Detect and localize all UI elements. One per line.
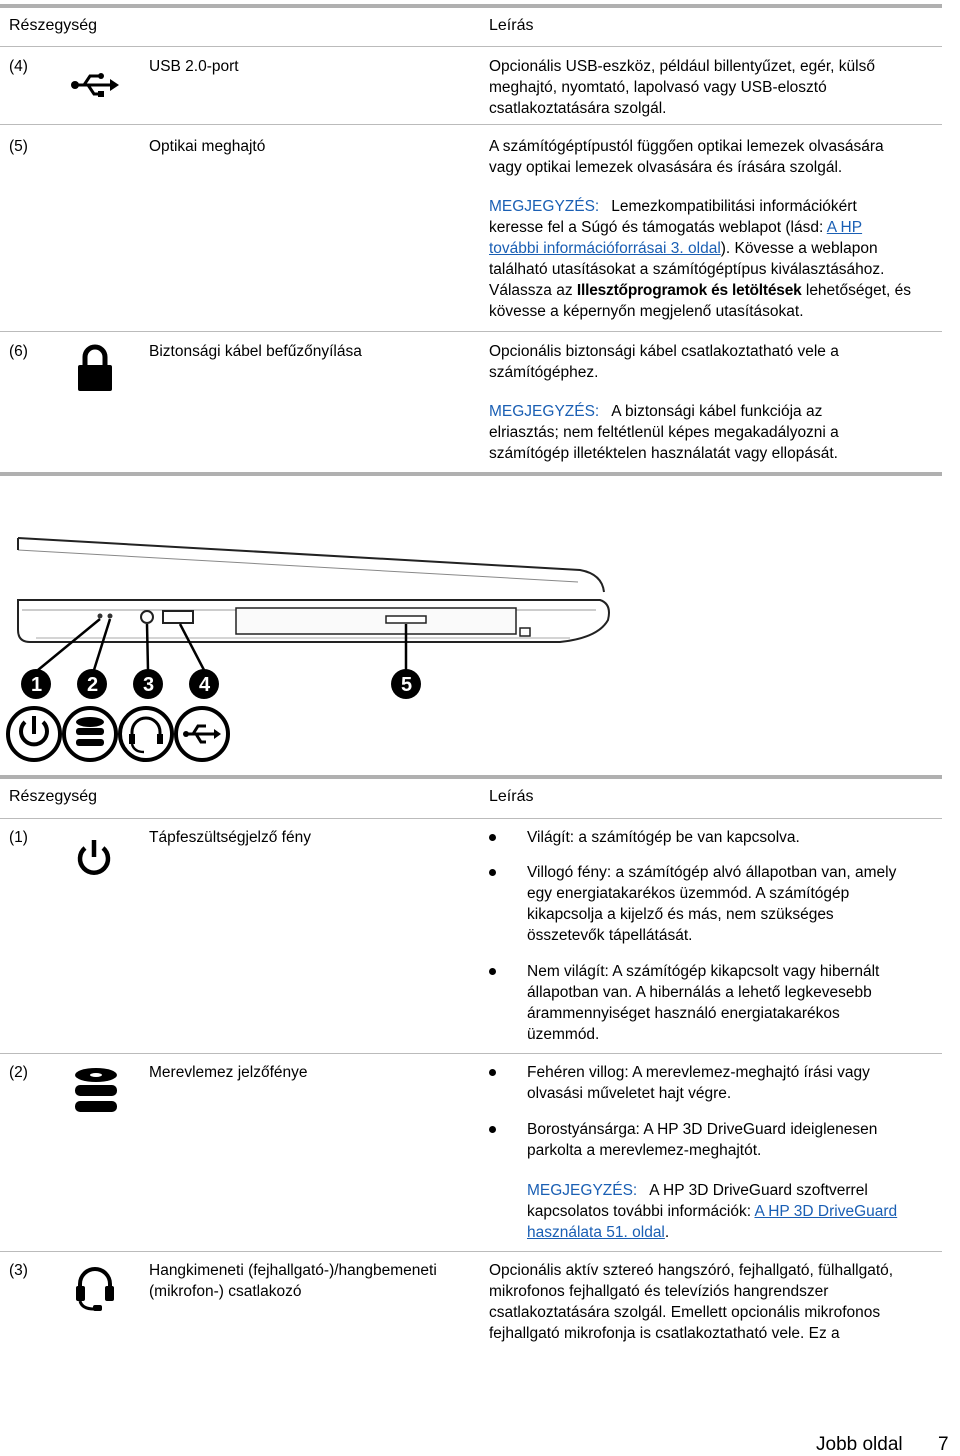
note-line: MEGJEGYZÉS: A HP 3D DriveGuard szoftverrel [527, 1182, 868, 1199]
bullet-text: Világít: a számítógép be van kapcsolva. [527, 829, 800, 846]
laptop-side-view-figure [0, 520, 960, 770]
bullet-text: parkolta a merevlemez-meghajtót. [527, 1142, 762, 1159]
usb-icon [176, 708, 228, 760]
page-number: 7 [938, 1434, 949, 1455]
bullet-text: Fehéren villog: A merevlemez-meghajtó írási vagy [527, 1064, 870, 1081]
bullet-text: Villogó fény: a számítógép alvó állapotban van, amely [527, 864, 897, 881]
bullet [489, 1126, 496, 1133]
bullet-text: egy energiatakarékos üzemmód. A számítógép [527, 885, 850, 902]
description-line: Opcionális USB-eszköz, például billentyűzet, egér, külső [489, 58, 875, 75]
description-line: fejhallgató mikrofonja is csatlakoztatható vele. Ez a [489, 1325, 840, 1342]
row-number: (3) [9, 1262, 28, 1279]
note-line: Válassza az Illesztőprogramok és letöltések lehetőséget, és [489, 282, 912, 299]
component-name: Hangkimeneti (fejhallgató-)/hangbemeneti [149, 1262, 437, 1279]
description-line: csatlakoztatására szolgál. Emellett opcionális mikrofonos [489, 1304, 881, 1321]
bullet-text: kikapcsolja a kijelző és más, nem szükséges [527, 906, 834, 923]
row-rule [0, 124, 942, 125]
description-line: vagy optikai lemezek olvasására és írására szolgál. [489, 159, 843, 176]
table-bottom-rule [0, 472, 942, 476]
eject-button [386, 616, 426, 623]
bullet-text: olvasási műveletet hajt végre. [527, 1085, 732, 1102]
bullet [489, 869, 496, 876]
audio-jack [141, 611, 153, 623]
hard-drive-icon [64, 708, 116, 760]
row-number: (2) [9, 1064, 28, 1081]
component-name: Tápfeszültségjelző fény [149, 829, 311, 846]
description-line: csatlakoztatására szolgál. [489, 100, 667, 117]
bullet [489, 1069, 496, 1076]
note-line: kapcsolatos további információk: A HP 3D DriveGuard [527, 1203, 898, 1220]
callout-number: 5 [401, 674, 413, 696]
row-number: (6) [9, 343, 28, 360]
component-name: Merevlemez jelzőfénye [149, 1064, 308, 1081]
description-line: Opcionális biztonsági kábel csatlakoztatható vele a [489, 343, 839, 360]
footer-section-title: Jobb oldal [816, 1434, 903, 1455]
description-line: számítógéphez. [489, 364, 599, 381]
row-number: (1) [9, 829, 28, 846]
bullet-text: üzemmód. [527, 1026, 600, 1043]
note-line: használata 51. oldal. [527, 1224, 670, 1241]
component-name: Optikai meghajtó [149, 138, 266, 155]
description-line: Opcionális aktív sztereó hangszóró, fejhallgató, fülhallgató, [489, 1262, 894, 1279]
description-line: A számítógéptípustól függően optikai lemezek olvasására [489, 138, 884, 155]
power-icon [76, 838, 112, 876]
headset-icon [74, 1264, 116, 1312]
note-line: keresse fel a Súgó és támogatás weblapot (lásd: A HP [489, 219, 863, 236]
callout-number: 3 [143, 674, 155, 696]
link-driveguard[interactable]: A HP 3D DriveGuard [754, 1203, 898, 1220]
note-line: további információforrásai 3. oldal). Kövesse a weblapon [489, 240, 878, 257]
note-line: található utasításokat a számítógéptípus kiválasztásához. [489, 261, 885, 278]
bullet-text: Nem világít: A számítógép kikapcsolt vagy hibernált [527, 963, 880, 980]
power-light [98, 614, 103, 619]
header-rule [0, 46, 942, 47]
callout-number: 2 [87, 674, 99, 696]
bold-menu-option: Illesztőprogramok és letöltések [576, 282, 802, 299]
laptop-lid-outline [18, 538, 604, 592]
component-name: Biztonsági kábel befűzőnyílása [149, 343, 362, 360]
note-line: MEGJEGYZÉS: Lemezkompatibilitási információkért [489, 198, 857, 215]
bullet-text: árammennyiséget használó energiatakarékos [527, 1005, 840, 1022]
column-header-component: Részegység [9, 788, 98, 805]
link-hp-resources-page[interactable]: további információforrásai 3. oldal [489, 240, 721, 257]
note-label: MEGJEGYZÉS: [527, 1182, 638, 1199]
row-rule [0, 1053, 942, 1054]
note-line: kövesse a képernyőn megjelenő utasításokat. [489, 303, 804, 320]
callout-number: 1 [31, 674, 43, 696]
note-line: számítógép illetéktelen használatát vagy ellopását. [489, 445, 838, 462]
note-line: MEGJEGYZÉS: A biztonsági kábel funkciója az [489, 403, 823, 420]
table-top-rule [0, 4, 942, 8]
row-rule [0, 1251, 942, 1252]
usb-icon [70, 72, 120, 98]
column-header-description: Leírás [489, 17, 534, 34]
component-name: USB 2.0-port [149, 58, 239, 75]
bullet [489, 834, 496, 841]
description-line: meghajtó, nyomtató, lapolvasó vagy USB-elosztó [489, 79, 827, 96]
lock-icon [76, 344, 114, 392]
note-label: MEGJEGYZÉS: [489, 403, 600, 420]
hard-drive-icon [73, 1066, 119, 1116]
optical-drive [236, 608, 516, 634]
row-rule [0, 331, 942, 332]
callout-number: 4 [199, 674, 211, 696]
bullet-text: állapotban van. A hibernálás a lehető legkevesebb [527, 984, 872, 1001]
bullet-text: Borostyánsárga: A HP 3D DriveGuard ideiglenesen [527, 1121, 878, 1138]
link-driveguard-page[interactable]: használata 51. oldal [527, 1224, 665, 1241]
power-icon [8, 708, 60, 760]
header-rule [0, 818, 942, 819]
security-slot [520, 628, 530, 636]
note-label: MEGJEGYZÉS: [489, 198, 600, 215]
usb-port [163, 611, 193, 623]
row-number: (4) [9, 58, 28, 75]
bullet-text: összetevők tápellátását. [527, 927, 693, 944]
bullet [489, 968, 496, 975]
table-top-rule [0, 775, 942, 779]
component-name: (mikrofon-) csatlakozó [149, 1283, 302, 1300]
note-line: elriasztás; nem feltétlenül képes megakadályozni a [489, 424, 839, 441]
description-line: mikrofonos fejhallgató és televíziós hangrendszer [489, 1283, 829, 1300]
row-number: (5) [9, 138, 28, 155]
column-header-description: Leírás [489, 788, 534, 805]
headset-icon [120, 708, 172, 760]
column-header-component: Részegység [9, 17, 98, 34]
link-hp-resources[interactable]: A HP [826, 219, 863, 236]
drive-light [108, 614, 113, 619]
